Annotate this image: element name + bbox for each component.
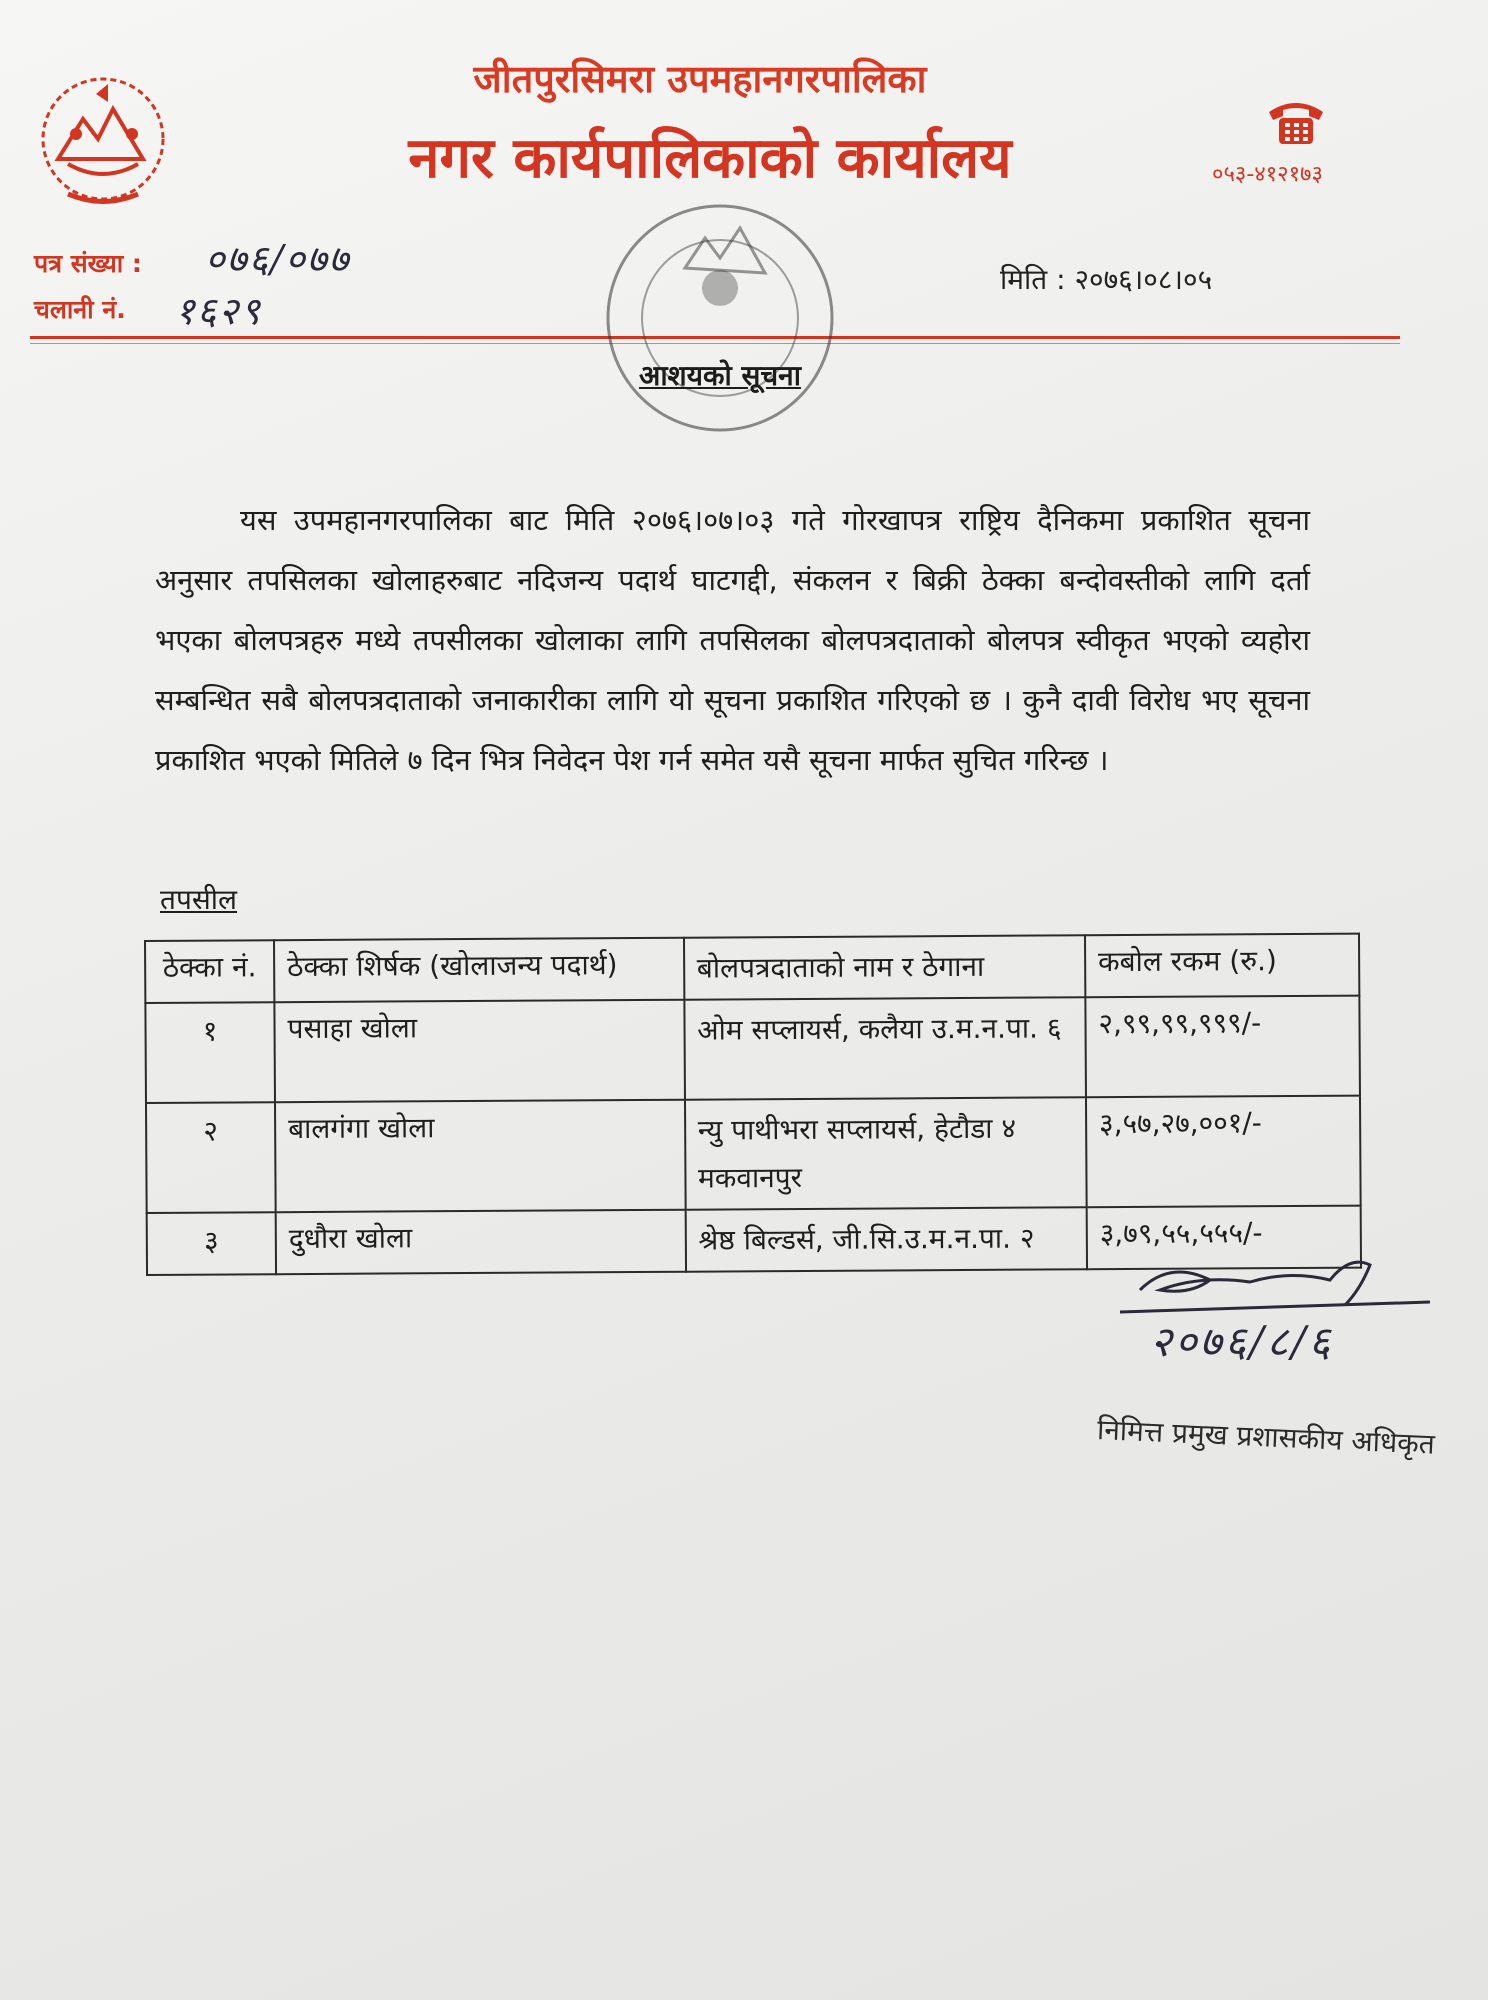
bid-amount: ३,७९,५५,५५५/- xyxy=(1087,1206,1361,1270)
telephone-icon xyxy=(1265,96,1327,148)
letter-no-value: ०७६/०७७ xyxy=(205,237,351,281)
table-row xyxy=(145,996,1360,1103)
contract-no: ३ xyxy=(147,1212,276,1275)
notice-paragraph: यस उपमहानगरपालिका बाट मिति २०७६।०७।०३ गते गोरखापत्र राष्ट्रिय दैनिकमा प्रकाशित सूचना अनुसार तपसिलका खोलाहरुबाट नदिजन्य पदार्थ घाटगद्दी, संकलन र बिक्री ठेक्का बन्दोवस्तीको लागि दर्ता भएका बोलपत्रहरु मध्ये तपसीलका खोलाका लागि तपसिलका बोलपत्रदाताको बोलपत्र स्वीकृत भएको व्यहोरा सम्बन्धित सबै बोलपत्रदाताको जनाकारीका लागि यो सूचना प्रकाशित गरिएको छ । कुनै दावी विरोध भए सूचना प्रकाशित भएको मितिले ७ दिन भित्र निवेदन पेश गर्न समेत यसै सूचना मार्फत सुचित गरिन्छ । xyxy=(155,503,1310,777)
notice-date: मिति : २०७६।०८।०५ xyxy=(1000,263,1213,296)
schedule-label: तपसील xyxy=(160,883,238,916)
contract-title: पसाहा खोला xyxy=(274,1000,684,1103)
municipality-name: जीतपुरसिमरा उपमहानगरपालिका xyxy=(473,57,927,101)
phone-number: ०५३-४१२१७३ xyxy=(1212,162,1323,187)
table-header-row xyxy=(145,934,1359,1003)
letter-no-label: पत्र संख्या : xyxy=(34,249,142,278)
bidder: श्रेष्ठ बिल्डर्स, जी.सि.उ.म.न.पा. २ xyxy=(685,1207,1087,1271)
office-name: नगर कार्यपालिकाको कार्यालय xyxy=(408,126,1012,191)
dispatch-no-label: चलानी नं. xyxy=(34,295,126,324)
notice-heading: आशयको सूचना xyxy=(639,359,801,392)
bid-amount: ३,५७,२७,००१/- xyxy=(1086,1096,1361,1208)
table-row xyxy=(146,1096,1361,1213)
dispatch-no-value: १६२९ xyxy=(175,289,263,333)
contract-table xyxy=(144,933,1362,1276)
col-header-contract-title: ठेक्का शिर्षक (खोलाजन्य पदार्थ) xyxy=(274,938,684,1003)
col-header-amount: कबोल रकम (रु.) xyxy=(1085,934,1359,998)
col-header-contract-no: ठेक्का नं. xyxy=(145,940,274,1003)
col-header-bidder: बोलपत्रदाताको नाम र ठेगाना xyxy=(684,935,1086,999)
bidder: न्यु पाथीभरा सप्लायर्स, हेटौडा ४ मकवानपुर xyxy=(685,1097,1087,1209)
bidder: ओम सप्लायर्स, कलैया उ.म.न.पा. ६ xyxy=(684,997,1086,1099)
bid-amount: २,९९,९९,९९९/- xyxy=(1085,996,1360,1098)
contract-title: बालगंगा खोला xyxy=(275,1100,685,1213)
contract-title: दुधौरा खोला xyxy=(276,1210,686,1275)
contract-no: १ xyxy=(145,1002,275,1103)
contract-no: २ xyxy=(146,1102,276,1213)
nepal-emblem-icon xyxy=(28,64,178,214)
signatory-title: निमित्त प्रमुख प्रशासकीय अधिकृत xyxy=(1096,1412,1436,1461)
office-stamp-icon xyxy=(590,188,850,448)
signature-date: २०७६/८/६ xyxy=(1150,1317,1334,1366)
